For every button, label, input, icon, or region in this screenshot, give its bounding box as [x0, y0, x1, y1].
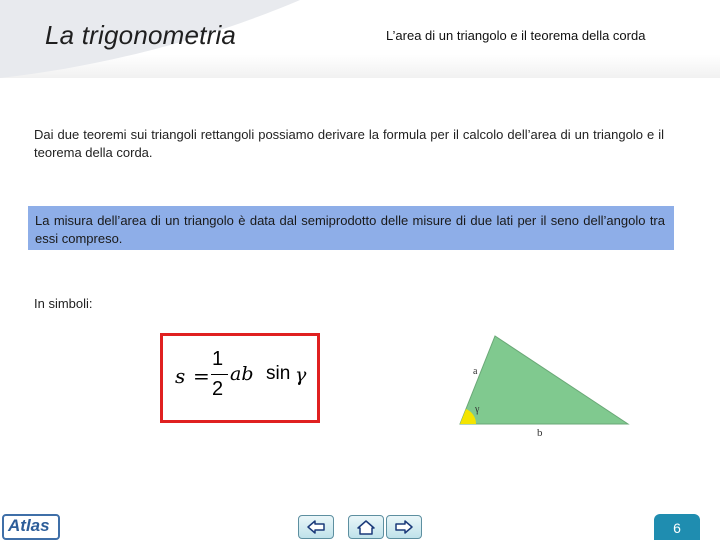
page-title: La trigonometria	[45, 20, 237, 50]
arrow-right-icon	[387, 516, 421, 538]
formula-ab: ab	[230, 363, 254, 385]
prev-button[interactable]	[298, 515, 334, 539]
side-a-label: a	[473, 366, 478, 377]
formula-numerator: 1	[212, 348, 224, 370]
triangle-shape	[460, 336, 628, 424]
angle-gamma-label: γ	[475, 404, 480, 415]
home-button[interactable]	[348, 515, 384, 539]
highlight-text: La misura dell’area di un triangolo è data dal semiprodotto delle misure di due lati per il seno dell’angolo tra essi compreso.	[35, 213, 665, 246]
formula-gamma: γ	[295, 364, 307, 386]
home-icon	[349, 516, 383, 538]
page-subtitle: L’area di un triangolo e il teorema della corda	[386, 28, 646, 43]
fraction-bar	[211, 374, 228, 375]
atlas-logo: Atlas	[2, 514, 60, 540]
formula-equals: =	[193, 364, 210, 388]
side-b-label: b	[537, 427, 543, 439]
formula-denominator: 2	[212, 378, 224, 400]
symbols-label: In simboli:	[34, 296, 93, 311]
header-bar	[0, 0, 720, 78]
formula-sin: sin	[266, 363, 291, 384]
triangle-figure	[440, 330, 640, 440]
formula-s: s	[175, 364, 186, 388]
page-number: 6	[654, 514, 700, 540]
arrow-left-icon	[299, 516, 333, 538]
intro-paragraph: Dai due teoremi sui triangoli rettangoli possiamo derivare la formula per il calcolo dell’area di un triangolo e il teorema della corda.	[34, 127, 664, 160]
next-button[interactable]	[386, 515, 422, 539]
